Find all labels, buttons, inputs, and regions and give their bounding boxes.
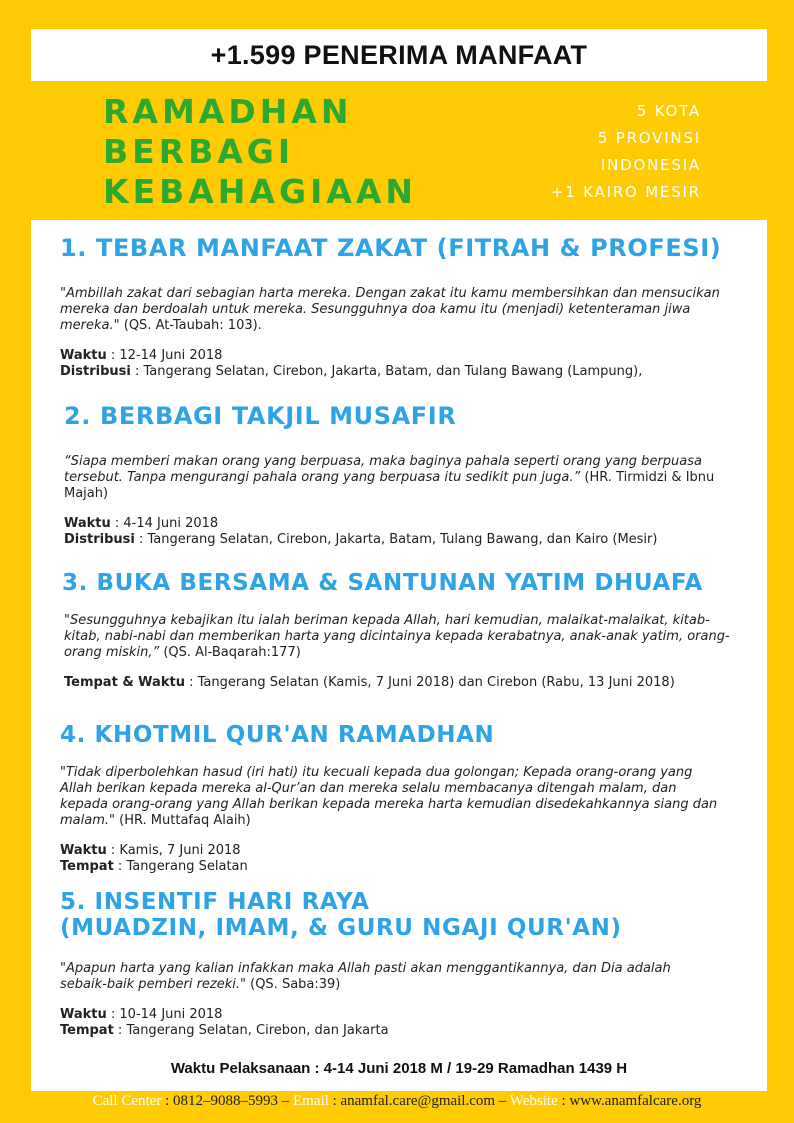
section-heading-sub: (MUADZIN, IMAM, & GURU NGAJI QUR'AN) <box>60 915 622 941</box>
section-heading: 4. KHOTMIL QUR'AN RAMADHAN <box>60 722 495 748</box>
beneficiaries-text: +1.599 PENERIMA MANFAAT <box>210 39 588 70</box>
section-meta <box>60 348 767 380</box>
website-label: Website <box>509 1093 558 1109</box>
section-heading: 1. TEBAR MANFAAT ZAKAT (FITRAH & PROFESI) <box>60 234 722 262</box>
section-quote: "Sesungguhnya kebajikan itu ialah beriman kepada Allah, hari kemudian, malaikat-malaikat, kitab-kitab, nabi-nabi dan memberikan harta yang dicintainya kepada kerabatnya, anak-anak yatim, orang-orang miskin,” (QS. Al-Baqarah:177) <box>64 613 730 660</box>
meta-row: Distribusi : Tangerang Selatan, Cirebon, Jakarta, Batam, dan Tulang Bawang (Lampung), <box>60 364 643 379</box>
meta-row: Waktu : Kamis, 7 Juni 2018 <box>60 843 241 858</box>
section-quote: "Tidak diperbolehkan hasud (iri hati) itu kecuali kepada dua golongan; Kepada orang-orang yang Allah berikan kepada mereka al-Qur’an dan mereka selalu membacanya ditengah malam, dan kepada orang-orang yang Allah berikan kepada mereka harta kemudian disedekahkannya siang dan malam." (HR. Muttafaq Alaih) <box>60 765 718 828</box>
email-label: Email <box>292 1093 329 1109</box>
section-meta <box>64 675 767 691</box>
beneficiaries-banner <box>31 29 767 81</box>
contact-footer <box>0 1093 794 1110</box>
section-zakat <box>31 234 767 380</box>
section-quote: "Apapun harta yang kalian infakkan maka Allah pasti akan menggantikannya, dan Dia adalah sebaik-baik pemberi rezeki." (QS. Saba:39) <box>60 961 671 992</box>
section-buka-bersama <box>31 569 767 691</box>
meta-row: Waktu : 10-14 Juni 2018 <box>60 1007 223 1022</box>
meta-row: Waktu : 4-14 Juni 2018 <box>64 516 219 531</box>
meta-row: Tempat : Tangerang Selatan, Cirebon, dan Jakarta <box>60 1023 389 1038</box>
location-list <box>551 98 701 206</box>
meta-row: Tempat & Waktu : Tangerang Selatan (Kamis, 7 Juni 2018) dan Cirebon (Rabu, 13 Juni 2018) <box>64 675 675 690</box>
program-content <box>31 220 767 1091</box>
section-takjil <box>31 402 767 548</box>
section-meta <box>64 516 767 548</box>
section-heading: 5. INSENTIF HARI RAYA <box>60 889 370 915</box>
email-address: : anamfal.care@gmail.com – <box>328 1093 510 1109</box>
section-khotmil <box>31 721 767 875</box>
meta-row: Tempat : Tangerang Selatan <box>60 859 248 874</box>
title-line-1: RAMADHAN <box>103 92 353 131</box>
poster-title <box>103 92 417 212</box>
section-heading: 3. BUKA BERSAMA & SANTUNAN YATIM DHUAFA <box>62 570 703 596</box>
section-meta <box>60 843 767 875</box>
section-quote: “Siapa memberi makan orang yang berpuasa, maka baginya pahala seperti orang yang berpuasa tersebut. Tanpa mengurangi pahala orang yang berpuasa itu sedikit pun juga.” (HR. Tirmidzi & Ibnu Majah) <box>64 454 715 501</box>
call-center-number: : 0812–9088–5993 – <box>161 1093 293 1109</box>
meta-row: Waktu : 12-14 Juni 2018 <box>60 348 223 363</box>
location-item: 5 PROVINSI <box>597 129 701 147</box>
section-insentif <box>31 889 767 1039</box>
section-heading: 2. BERBAGI TAKJIL MUSAFIR <box>64 402 457 430</box>
meta-row: Distribusi : Tangerang Selatan, Cirebon, Jakarta, Batam, Tulang Bawang, dan Kairo (Mesir) <box>64 532 658 547</box>
location-item: +1 KAIRO MESIR <box>550 183 701 201</box>
section-meta <box>60 1007 767 1039</box>
call-center-label: Call Center <box>92 1093 162 1109</box>
title-line-3: KEBAHAGIAAN <box>103 172 418 211</box>
title-line-2: BERBAGI <box>103 132 295 171</box>
execution-period: Waktu Pelaksanaan : 4-14 Juni 2018 M / 19-29 Ramadhan 1439 H <box>170 1060 628 1077</box>
section-quote: "Ambillah zakat dari sebagian harta mereka. Dengan zakat itu kamu membersihkan dan mensucikan mereka dan berdoalah untuk mereka. Sesungguhnya doa kamu itu (menjadi) ketenteraman jiwa mereka." (QS. At-Taubah: 103). <box>60 286 720 333</box>
website-url: : www.anamfalcare.org <box>557 1093 702 1109</box>
location-item: INDONESIA <box>600 156 701 174</box>
location-item: 5 KOTA <box>636 102 701 120</box>
